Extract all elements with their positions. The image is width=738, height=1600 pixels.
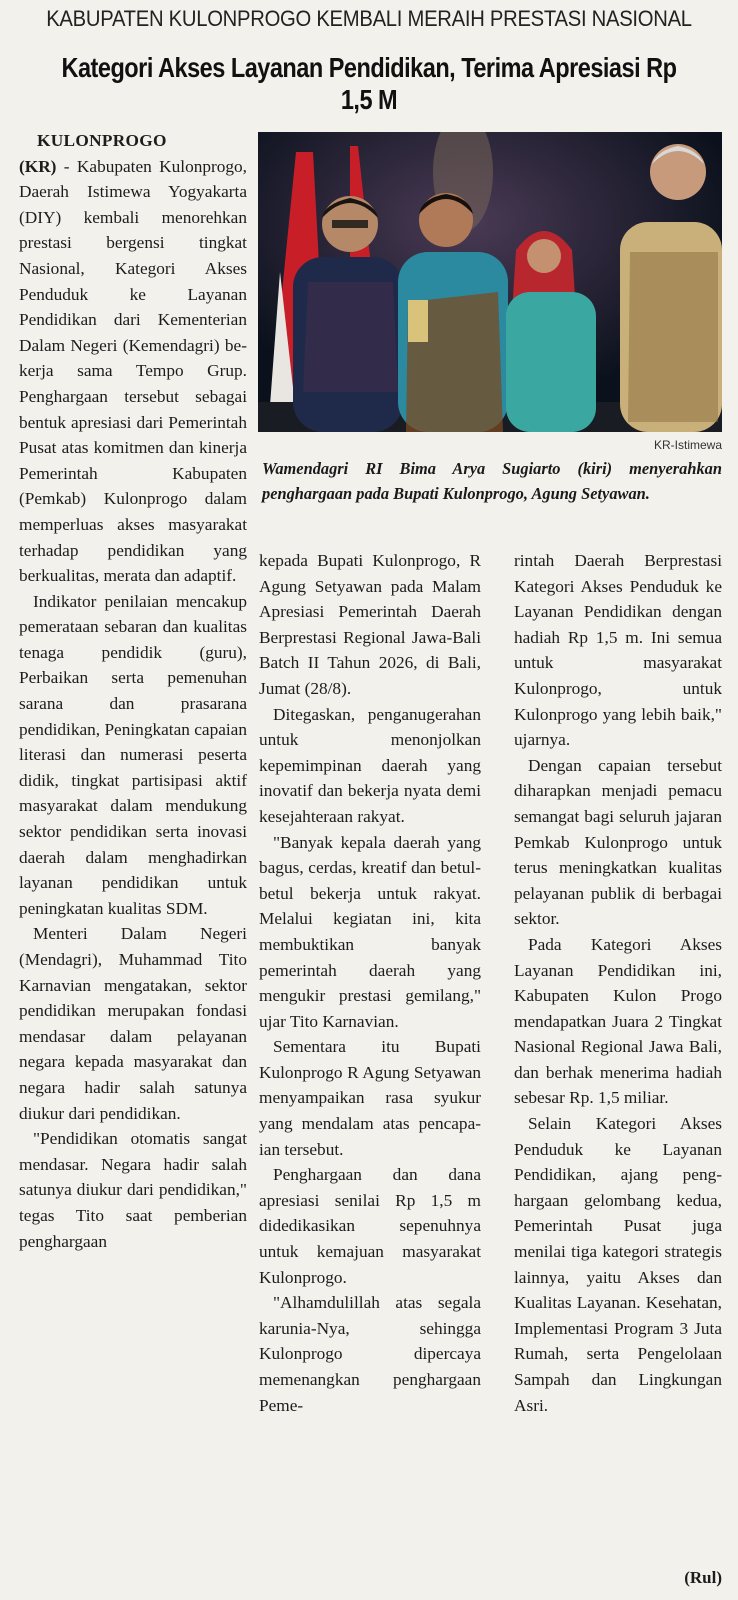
paragraph-indikator: Indikator penilaian mencakup pemerataan sebaran dan kualitas tenaga pendidik (guru), Perbaikan serta pemenuhan sarana dan prasarana pendidikan, Peningkatan capaian literasi dan numerasi peserta didik, tingkat partisipasi aktif masyarakat dalam mendukung sektor pendidikan serta inovasi daerah dalam menghadirkan layanan pendidikan untuk peningkatan kualitas SDM. bbox=[19, 591, 247, 918]
award-ceremony-photo bbox=[258, 132, 722, 432]
paragraph-bupati: Sementara itu Bupati Kulonprogo R Agung Setyawan menyampaikan rasa syukur yang mendalam atas pencapaian tersebut. bbox=[259, 1037, 481, 1159]
paragraph-kategori-lain: Selain Kategori Akses Penduduk ke Layanan Pendidikan, ajang penghargaan gelombang kedua, Pemerintah Pusat juga menilai tiga kategori strategis lainnya, yaitu Akses dan Kualitas Layanan. Kesehatan, Implementasi Program 3 Juta Rumah, serta Pengelolaan Sampah dan Lingkungan Asri. bbox=[514, 1114, 722, 1415]
paragraph-capaian: Dengan capaian tersebut diharapkan menjadi pemacu semangat bagi seluruh jajaran Pemkab Kulonprogo untuk terus meningkatkan kualitas pelayanan publik di berbagai sektor. bbox=[514, 755, 722, 929]
person-4-head bbox=[650, 144, 706, 200]
paragraph-quote-tito: "Pendidikan otomatis sangat mendasar. Negara hadir salah satunya diukur dari pendidikan," tegas Tito saat pemberian penghargaan bbox=[19, 1129, 247, 1251]
award-plaque bbox=[408, 300, 428, 342]
article-kicker: KABUPATEN KULONPROGO KEMBALI MERAIH PRESTASI NASIONAL bbox=[46, 6, 692, 31]
person-4-batik bbox=[628, 252, 718, 422]
paragraph-alhamdulillah: "Alhamdulillah atas segala karunia-Nya, sehingga Kulonprogo dipercaya memenangkan penghargaan Peme- bbox=[259, 1293, 481, 1415]
person-2-head bbox=[419, 193, 473, 247]
article-column-3 bbox=[514, 548, 722, 1418]
lead-paragraph bbox=[19, 154, 247, 589]
person-1-glasses bbox=[332, 220, 368, 228]
paragraph-quote-kepala-daerah: "Banyak kepala daerah yang bagus, cerdas, kreatif dan betul-betul bekerja untuk rakyat. Melalui kegiatan ini, kita membuktikan banyak pemerintah daerah yang mengukir prestasi gemilang," ujar Tito Karnavian. bbox=[259, 832, 481, 1031]
paragraph-mendagri: Menteri Dalam Negeri (Mendagri), Muhammad Tito Karnavian mengatakan, sektor pendidikan merupakan fondasi mendasar dalam pelayanan negara kepada masyarakat dan negara hadir salah satunya diukur dari pendidikan. bbox=[19, 924, 247, 1123]
person-1-batik bbox=[303, 282, 398, 392]
article-column-2 bbox=[259, 548, 481, 1418]
author-signoff: (Rul) bbox=[684, 1568, 722, 1587]
lead-text: - Kabupaten Kulonprogo, Daerah Istimewa Yogyakarta (DIY) kembali menorehkan prestasi bergensi tingkat Nasional, Kategori Akses Penduduk ke Layanan Pendidikan dari Kementerian Dalam Negeri (Kemendagri) bekerja sama Tempo Grup. Penghargaan tersebut sebagai bentuk apresiasi dari Pemerintah Pusat atas komitmen dan kinerja Pemerintah Kabupaten (Pemkab) Kulonprogo dalam memperluas akses masyarakat terhadap pendidikan yang berkualitas, merata dan adaptif. bbox=[19, 156, 247, 586]
article-column-1 bbox=[19, 128, 247, 1254]
paragraph-penghargaan-dana: Penghargaan dan dana apresiasi senilai Rp 1,5 m didedikasikan sepenuhnya untuk kemajuan masyarakat Kulonprogo. bbox=[259, 1165, 481, 1287]
article-photo bbox=[258, 132, 722, 432]
article-headline: Kategori Akses Layanan Pendidikan, Terima Apresiasi Rp 1,5 M bbox=[61, 52, 677, 115]
paragraph-ditegaskan: Ditegaskan, penganugerahan untuk menonjolkan kepemimpinan daerah yang inovatif dan bekerja nyata demi kesejahteraan rakyat. bbox=[259, 704, 481, 826]
paragraph-juara: Pada Kategori Akses Layanan Pendidikan ini, Kabupaten Kulon Progo mendapatkan Juara 2 Tingkat Nasional Regional Jawa Bali, dan berhak menerima hadiah sebesar Rp. 1,5 miliar. bbox=[514, 934, 722, 1108]
source-tag: (KR) bbox=[19, 156, 57, 176]
person-3-face bbox=[527, 239, 561, 273]
paragraph-alhamdulillah-cont: rintah Daerah Berprestasi Kategori Akses Penduduk ke Layanan Pendidikan dengan hadiah Rp 1,5 m. Ini semua untuk masyarakat Kulonprogo, untuk Kulonprogo yang lebih baik," ujarnya. bbox=[514, 551, 722, 750]
person-3-body bbox=[506, 292, 596, 432]
photo-credit: KR-Istimewa bbox=[653, 438, 722, 452]
paragraph-quote-tito-cont: kepada Bupati Kulonprogo, R Agung Setyawan pada Malam Apresiasi Pemerintah Daerah Berprestasi Regional Jawa-Bali Batch II Tahun 2026, di Bali, Jumat (28/8). bbox=[259, 551, 481, 698]
photo-caption: Wamendagri RI Bima Arya Sugiarto (kiri) menyerahkan penghargaan pada Bupati Kulonprogo, Agung Setyawan. bbox=[262, 459, 722, 503]
dateline: KULONPROGO bbox=[37, 131, 167, 150]
